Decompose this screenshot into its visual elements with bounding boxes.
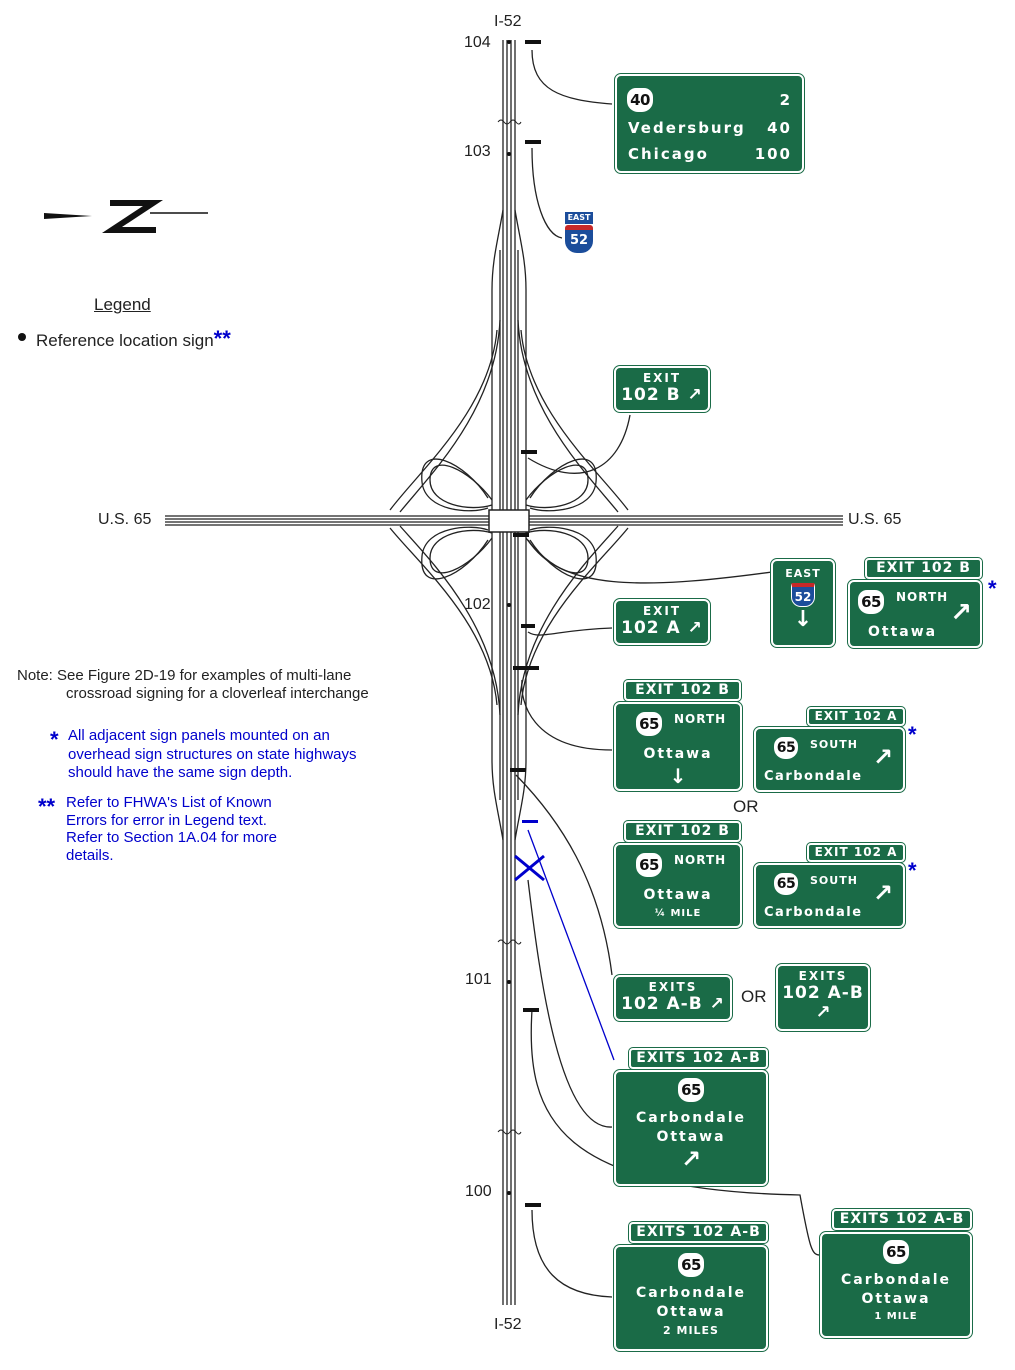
interstate-shield-icon: 52 [791, 583, 815, 607]
sign-star-2: * [908, 722, 917, 747]
distance-label: 1 MILE [874, 1311, 918, 1322]
note-line-2: crossroad signing for a cloverleaf interchange [66, 685, 369, 702]
star-note: All adjacent sign panels mounted on an overhead sign structures on state highways should have the same sign depth. [68, 727, 357, 781]
star-note-mark: * [50, 727, 59, 752]
route-label-top: I-52 [494, 13, 522, 30]
arrow-up-right-icon: ↗ [687, 385, 703, 405]
or-label-1: OR [733, 797, 759, 816]
us-route-shield-icon: 65 [774, 737, 798, 759]
exits-ab-tall-sign: EXITS 102 A-B ↗ [776, 964, 870, 1031]
legend-double-star: ** [213, 326, 231, 351]
legend-title: Legend [94, 295, 151, 314]
city-label-2: Ottawa [861, 1291, 931, 1307]
outer-ramp-nw [390, 330, 497, 510]
milepost-102: 102 [464, 596, 491, 613]
east-52-overhead-sign: EAST 52 ↓ [771, 559, 835, 647]
leader-guide-2miles [532, 1210, 612, 1297]
ovh-102a-low-tab: EXIT 102 A [807, 843, 905, 862]
distance-sign [615, 74, 804, 173]
guide-arrow-sign [614, 1070, 768, 1186]
dist-1: 2 [779, 91, 792, 109]
city-label: Ottawa [643, 746, 713, 762]
route-label-right: U.S. 65 [848, 511, 902, 528]
legend-item: Reference location sign** [36, 326, 231, 351]
outer-ramp-sw [390, 528, 497, 705]
ovh-102b-mid-sign [614, 702, 742, 791]
us-route-shield-icon: 65 [774, 873, 798, 895]
ovh-102b-top-tab: EXIT 102 B [865, 558, 982, 579]
city-label: Ottawa [868, 624, 938, 640]
exits-ab-wide-sign: EXITS 102 A-B ↗ [614, 975, 732, 1021]
interstate-shield-icon: 52 [565, 225, 593, 253]
city-label: Carbondale [764, 769, 863, 784]
arrow-up-right-icon: ↗ [687, 618, 703, 638]
leader-exits-ab [516, 775, 612, 975]
city-label-2: Ottawa [656, 1304, 726, 1320]
ovh-102a-low-sign [754, 863, 905, 928]
leader-guide-arrow [528, 880, 612, 1127]
city-label: Carbondale [764, 905, 863, 920]
ovh-102b-low-sign [614, 843, 742, 928]
us-route-shield-icon: 65 [858, 590, 884, 614]
ovh-102b-low-tab: EXIT 102 B [624, 821, 741, 842]
guide-arrow-tab: EXITS 102 A-B [629, 1048, 768, 1069]
city-label-1: Carbondale [841, 1272, 951, 1288]
route-label-bottom: I-52 [494, 1316, 522, 1333]
arrow-down-icon: ↓ [669, 764, 687, 788]
outer-ramp-se [521, 528, 628, 705]
guide-2miles-tab: EXITS 102 A-B [629, 1222, 768, 1243]
direction-label: NORTH [896, 590, 949, 604]
arrow-up-right-icon: ↗ [709, 994, 725, 1014]
us-route-shield-icon: 65 [636, 853, 662, 877]
direction-label: NORTH [674, 853, 727, 867]
guide-2miles-sign [614, 1245, 768, 1351]
milepost-103: 103 [464, 143, 491, 160]
arrow-down-icon: ↓ [793, 607, 813, 632]
leader-102b-ovh [522, 680, 612, 750]
us-route-shield-icon: 65 [822, 1240, 970, 1264]
blue-leader-line [528, 830, 614, 1060]
or-label-2: OR [741, 987, 767, 1006]
distance-label: 2 MILES [663, 1324, 719, 1337]
dist-city-2: Chicago [628, 145, 709, 163]
north-arrow-icon [44, 203, 208, 230]
city-label-1: Carbondale [636, 1110, 746, 1126]
dist-2: 40 [767, 119, 792, 137]
sign-star-3: * [908, 858, 917, 883]
loop-ramp-nw [430, 465, 492, 507]
arrow-up-right-icon: ↗ [680, 1145, 702, 1173]
leader-i52-marker [532, 148, 562, 238]
interstate-marker: EAST 52 [565, 212, 593, 254]
exit-102b-sign: EXIT 102 B ↗ [614, 366, 710, 412]
arrow-up-right-icon: ↗ [872, 743, 893, 771]
sign-star-1: * [988, 576, 997, 601]
milepost-104: 104 [464, 34, 491, 51]
route-label-left: U.S. 65 [98, 511, 152, 528]
ovh-102b-mid-tab: EXIT 102 B [624, 680, 741, 701]
us-route-shield-icon: 65 [636, 712, 662, 736]
ovh-102a-mid-tab: EXIT 102 A [807, 707, 905, 726]
outer-ramp-ne [521, 330, 628, 510]
city-label-1: Carbondale [636, 1285, 746, 1301]
city-label-2: Ottawa [656, 1129, 726, 1145]
exit-102a-sign: EXIT 102 A ↗ [614, 599, 710, 645]
direction-label: NORTH [674, 712, 727, 726]
arrow-up-right-icon: ↗ [950, 598, 972, 628]
us-route-shield-icon: 65 [616, 1253, 766, 1277]
ovh-102b-top-sign [848, 580, 982, 648]
distance-label: ¼ MILE [654, 908, 702, 919]
us-route-shield-icon: 40 [627, 88, 653, 112]
direction-label: SOUTH [810, 874, 858, 887]
leader-dist-sign [532, 50, 612, 104]
dist-city-1: Vedersburg [628, 119, 746, 137]
dstar-note-mark: ** [38, 794, 56, 819]
legend-dot [18, 333, 26, 341]
milepost-100: 100 [465, 1183, 492, 1200]
guide-1mile-sign [820, 1232, 972, 1338]
us-route-shield-icon: 65 [616, 1078, 766, 1102]
leader-east52 [528, 540, 772, 583]
dstar-note: Refer to FHWA's List of Known Errors for error in Legend text. Refer to Section 1A.04 for more details. [66, 794, 277, 864]
arrow-up-right-icon: ↗ [815, 1002, 831, 1023]
arrow-up-right-icon: ↗ [872, 879, 893, 907]
ovh-102a-mid-sign [754, 727, 905, 792]
city-label: Ottawa [643, 887, 713, 903]
note-line-1: Note: See Figure 2D-19 for examples of multi-lane [17, 667, 352, 684]
guide-1mile-tab: EXITS 102 A-B [832, 1209, 972, 1230]
milepost-101: 101 [465, 971, 492, 988]
loop-ramp-sw [430, 530, 492, 572]
dist-3: 100 [754, 145, 792, 163]
direction-label: SOUTH [810, 738, 858, 751]
sign-post-104 [525, 40, 541, 44]
